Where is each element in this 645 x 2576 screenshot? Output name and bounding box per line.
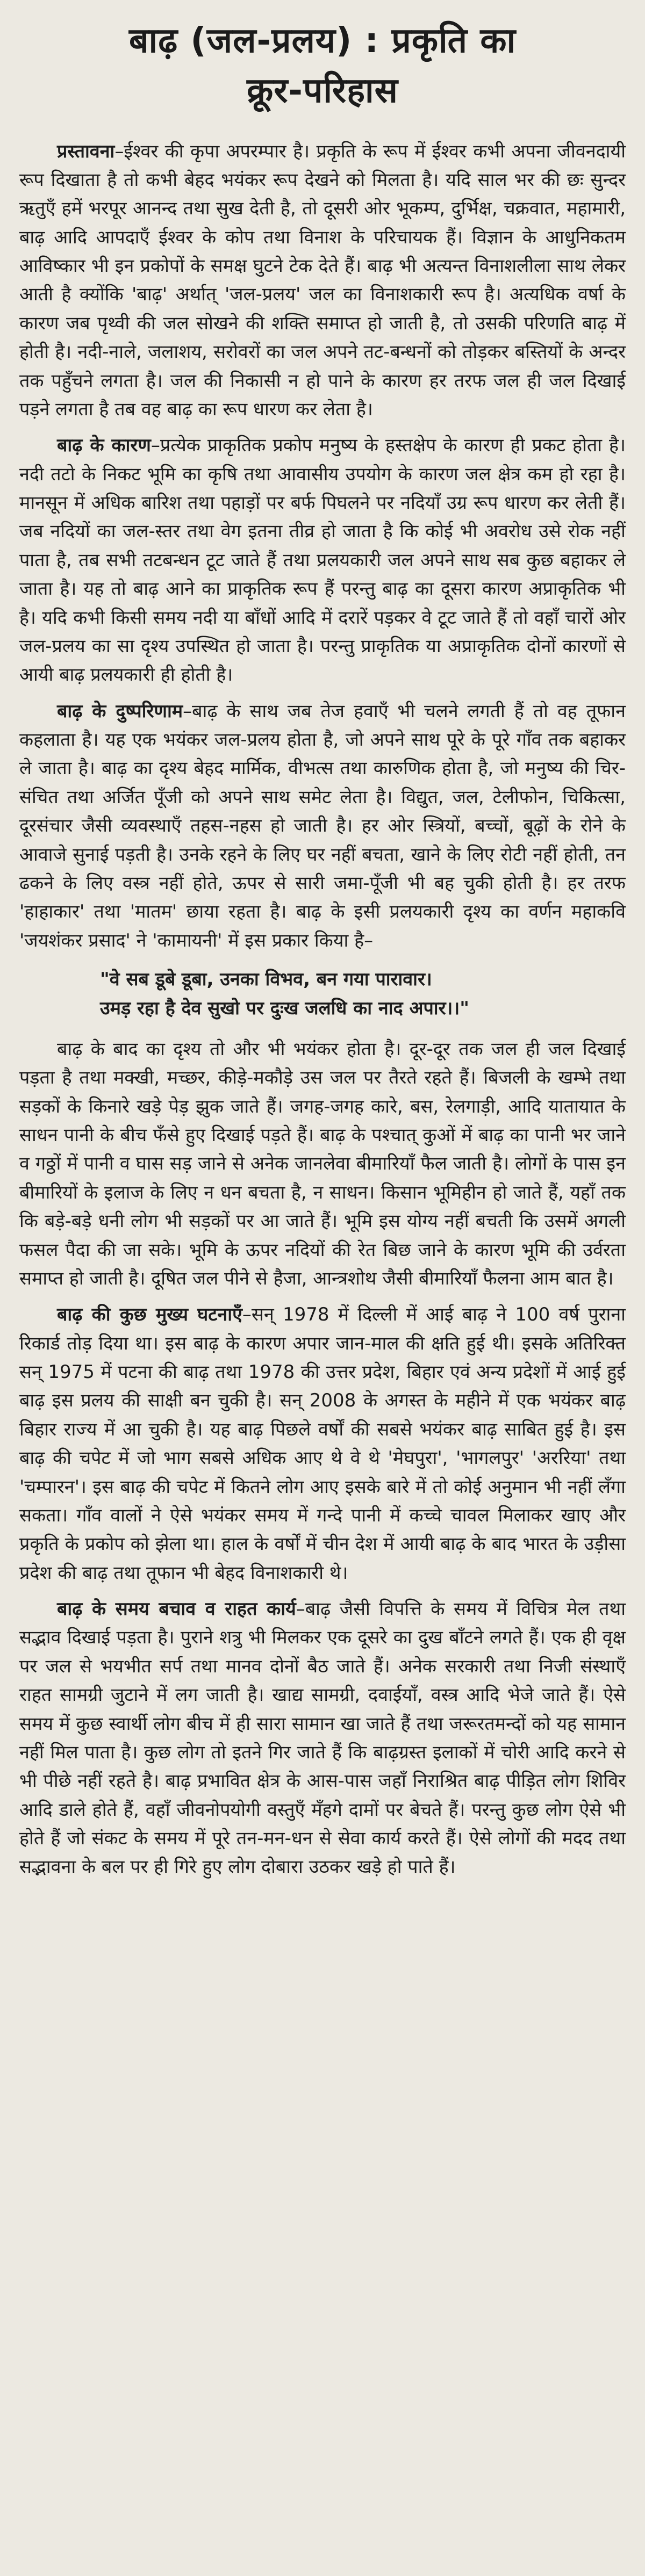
paragraph-heading: बाढ़ के दुष्परिणाम bbox=[57, 700, 183, 722]
paragraph-text: बाढ़ के बाद का दृश्य तो और भी भयंकर होता है। दूर-दूर तक जल ही जल दिखाई पड़ता है तथा मक्खी, मच्छर, कीड़े-मकौड़े उस जल पर तैरते रहते हैं। बिजली के खम्भे तथा सड़कों के किनारे खड़े पेड़ झुक जाते हैं। जगह-जगह कारे, बस, रेलगाड़ी, आदि यातायात के साधन पानी के बीच फँसे हुए दिखाई पड़ते हैं। बाढ़ के पश्चात् कुओं में बाढ़ का पानी भर जाने व गठ्ठों में पानी व घास सड़ जाने से अनेक जानलेवा बीमारियाँ फैल जाती है। लोगों के पास इन बीमारियों के इलाज के लिए न धन बचता है, न साधन। किसान भूमिहीन हो जाते हैं, यहाँ तक कि बड़े-बड़े धनी लोग भी सड़कों पर आ जाते हैं। भूमि इस योग्य नहीं बचती कि उसमें अगली फसल पैदा की जा सके। भूमि के ऊपर नदियों की रेत बिछ जाने के कारण भूमि की उर्वरता समाप्त हो जाती है। दूषित जल पीने से हैजा, आन्त्रशोथ जैसी बीमारियाँ फैलना आम बात है। bbox=[19, 1038, 626, 1289]
quote-line-2: उमड़ रहा है देव सुखो पर दुःख जलधि का नाद अपार।।" bbox=[100, 998, 469, 1020]
title-line-2: क्रूर-परिहास bbox=[247, 70, 398, 111]
paragraph-heading: बाढ़ की कुछ मुख्य घटनाएँ bbox=[57, 1304, 242, 1326]
title-line-1: बाढ़ (जल-प्रलय) : प्रकृति का bbox=[128, 21, 517, 61]
paragraph-text: –प्रत्येक प्राकृतिक प्रकोप मनुष्य के हस्तक्षेप के कारण ही प्रकट होता है। नदी तटो के निकट भूमि का कृषि तथा आवासीय उपयोग के कारण जल क्षेत्र कम हो रहा है। मानसून में अधिक बारिश तथा पहाड़ों पर बर्फ पिघलने पर नदियाँ उग्र रूप धारण कर लेती हैं। जब नदियों का जल-स्तर तथा वेग इतना तीव्र हो जाता है कि कोई भी अवरोध उसे रोक नहीं पाता है, तब सभी तटबन्धन टूट जाते हैं तथा प्रलयकारी जल अपने साथ सब कुछ बहाकर ले जाता है। यह तो बाढ़ आने का प्राकृतिक रूप हैं परन्तु बाढ़ का दूसरा कारण अप्राकृतिक भी है। यदि कभी किसी समय नदी या बाँधों आदि में दरारें पड़कर वे टूट जाते हैं तो वहाँ चारों ओर जल-प्रलय का सा दृश्य उपस्थित हो जाता है। परन्तु प्राकृतिक या अप्राकृतिक दोनों कारणों से आयी बाढ़ प्रलयकारी ही होती है। bbox=[19, 435, 626, 686]
quote-line-1: "वे सब डूबे डूबा, उनका विभव, बन गया पारावार। bbox=[100, 969, 432, 991]
paragraph-consequences bbox=[19, 697, 626, 955]
poem-quote bbox=[19, 965, 626, 1023]
paragraph-relief-work bbox=[19, 1595, 626, 1882]
paragraph-causes bbox=[19, 431, 626, 689]
essay-title bbox=[19, 16, 626, 116]
paragraph-text: –सन् 1978 में दिल्ली में आई बाढ़ ने 100 वर्ष पुराना रिकार्ड तोड़ दिया था। इस बाढ़ के कारण अपार जान-माल की क्षति हुई थी। इसके अतिरिक्त सन् 1975 में पटना की बाढ़ तथा 1978 की उत्तर प्रदेश, बिहार एवं अन्य प्रदेशों में आई हुई बाढ़ इस प्रलय की साक्षी बन चुकी है। सन् 2008 के अगस्त के महीने में एक भयंकर बाढ़ बिहार राज्य में आ चुकी है। यह बाढ़ पिछले वर्षों की सबसे भयंकर बाढ़ साबित हुई है। इस बाढ़ की चपेट में जो भाग सबसे अधिक आए थे वे थे 'मेघपुरा', 'भागलपुर' 'अररिया' तथा 'चम्पारन'। इस बाढ़ की चपेट में कितने लोग आए इसके बारे में तो कोई अनुमान भी नहीं लँगा सकता। गाँव वालों ने ऐसे भयंकर समय में गन्दे पानी में कच्चे चावल मिलाकर खाए और प्रकृति के प्रकोप को झेला था। हाल के वर्षों में चीन देश में आयी बाढ़ के बाद भारत के उड़ीसा प्रदेश की बाढ़ तथा तूफान भी बेहद विनाशकारी थे। bbox=[19, 1304, 626, 1584]
paragraph-heading: बाढ़ के समय बचाव व राहत कार्य bbox=[57, 1598, 296, 1620]
paragraph-text: –बाढ़ के साथ जब तेज हवाएँ भी चलने लगती हैं तो वह तूफान कहलाता है। यह एक भयंकर जल-प्रलय होता है, जो अपने साथ पूरे के पूरे गाँव तक बहाकर ले जाता है। बाढ़ का दृश्य बेहद मार्मिक, वीभत्स तथा कारुणिक होता है, जो मनुष्य की चिर-संचित तथा अर्जित पूँजी को अपने साथ समेट लेता है। विद्युत, जल, टेलीफोन, चिकित्सा, दूरसंचार जैसी व्यवस्थाएँ तहस-नहस हो जाती है। हर ओर स्त्रियों, बच्चों, बूढ़ों के रोने के आवाजे सुनाई पड़ती है। उनके रहने के लिए घर नहीं बचता, खाने के लिए रोटी नहीं होती, तन ढकने के लिए वस्त्र नहीं होते, ऊपर से सारी जमा-पूँजी भी बह चुकी होती है। हर तरफ 'हाहाकार' तथा 'मातम' छाया रहता है। बाढ़ के इसी प्रलयकारी दृश्य का वर्णन महाकवि 'जयशंकर प्रसाद' ने 'कामायनी' में इस प्रकार किया है– bbox=[19, 700, 626, 951]
paragraph-heading: प्रस्तावना bbox=[57, 140, 115, 162]
paragraph-heading: बाढ़ के कारण bbox=[57, 435, 151, 457]
paragraph-aftermath bbox=[19, 1035, 626, 1293]
paragraph-text: –बाढ़ जैसी विपत्ति के समय में विचित्र मेल तथा सद्भाव दिखाई पड़ता है। पुराने शत्रु भी मिलकर एक दूसरे का दुख बाँटने लगते हैं। एक ही वृक्ष पर जल से भयभीत सर्प तथा मानव दोनों बैठ जाते हैं। अनेक सरकारी तथा निजी संस्थाएँ राहत सामग्री जुटाने में लग जाती है। खाद्य सामग्री, दवाईयाँ, वस्त्र आदि भेजे जाते हैं। ऐसे समय में कुछ स्वार्थी लोग बीच में ही सारा सामान खा जाते हैं तथा जरूरतमन्दों को यह सामान नहीं मिल पाता है। कुछ लोग तो इतने गिर जाते हैं कि बाढ़ग्रस्त इलाकों में चोरी आदि करने से भी पीछे नहीं रहते है। बाढ़ प्रभावित क्षेत्र के आस-पास जहाँ निराश्रित बाढ़ पीड़ित लोग शिविर आदि डाले होते हैं, वहाँ जीवनोपयोगी वस्तुएँ मँहगे दामों पर बेचते हैं। परन्तु कुछ लोग ऐसे भी होते हैं जो संकट के समय में पूरे तन-मन-धन से सेवा कार्य करते हैं। ऐसे लोगों की मदद तथा सद्भावना के बल पर ही गिरे हुए लोग दोबारा उठकर खड़े हो पाते हैं। bbox=[19, 1598, 626, 1878]
paragraph-major-events bbox=[19, 1301, 626, 1588]
paragraph-introduction bbox=[19, 138, 626, 424]
paragraph-text: –ईश्वर की कृपा अपरम्पार है। प्रकृति के रूप में ईश्वर कभी अपना जीवनदायी रूप दिखाता है तो कभी बेहद भयंकर रूप देखने को मिलता है। यदि साल भर की छः सुन्दर ऋतुएँ हमें भरपूर आनन्द तथा सुख देती है, तो दूसरी ओर भूकम्प, दुर्भिक्ष, चक्रवात, महामारी, बाढ़ आदि आपदाएँ ईश्वर के कोप तथा विनाश के परिचायक हैं। विज्ञान के आधुनिकतम आविष्कार भी इन प्रकोपों के समक्ष घुटने टेक देते हैं। बाढ़ भी अत्यन्त विनाशलीला साथ लेकर आती है क्योंकि 'बाढ़' अर्थात् 'जल-प्रलय' जल का विनाशकारी रूप है। अत्यधिक वर्षा के कारण जब पृथ्वी की जल सोखने की शक्ति समाप्त हो जाती है, तो उसकी परिणति बाढ़ में होती है। नदी-नाले, जलाशय, सरोवरों का जल अपने तट-बन्धनों को तोड़कर बस्तियों के अन्दर तक पहुँचने लगता है। जल की निकासी न हो पाने के कारण हर तरफ जल ही जल दिखाई पड़ने लगता है तब वह बाढ़ का रूप धारण कर लेता है। bbox=[19, 140, 626, 420]
